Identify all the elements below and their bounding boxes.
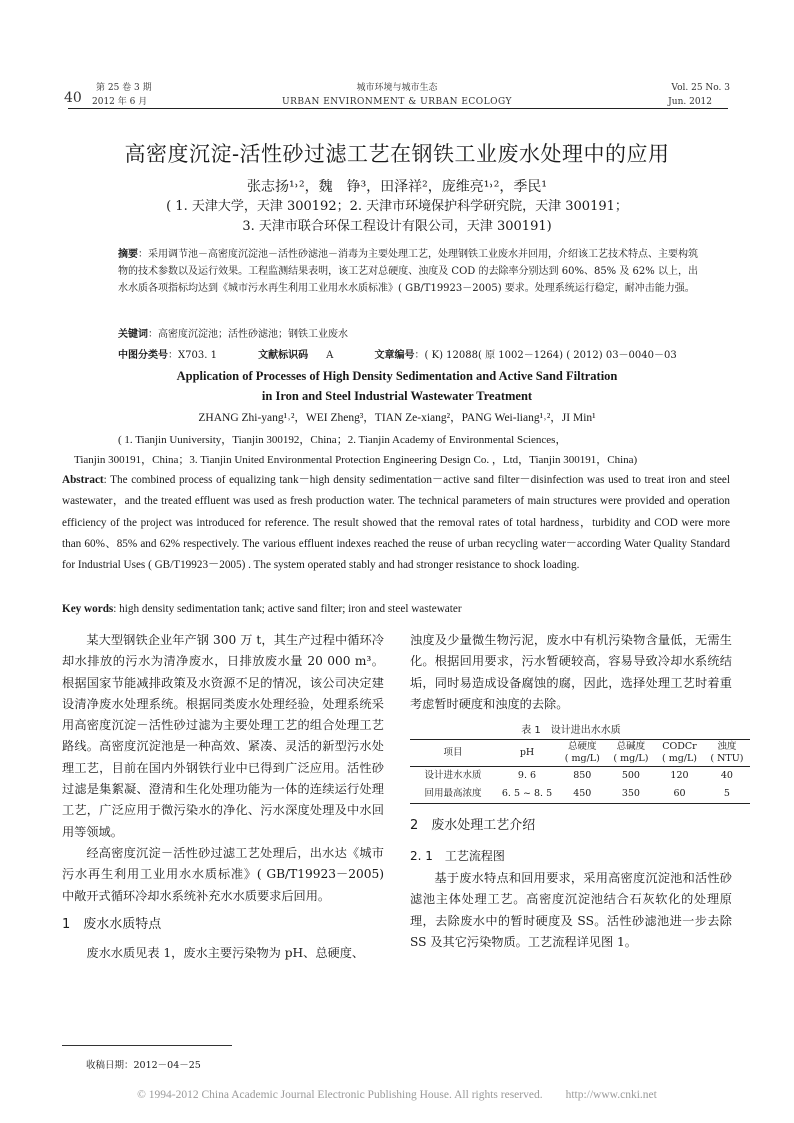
section-1-heading: 1 废水水质特点	[62, 916, 162, 932]
body-paragraph: 浊度及少量微生物污泥，废水中有机污染物含量低，无需生化。根据回用要求，污水暂硬较高，容易导致冷却水系统结垢，同时易造成设备腐蚀的腐，因此，选择处理工艺时着重考虑暂时硬度和浊度的去除。	[410, 633, 732, 711]
section-2-heading: 2 废水处理工艺介绍	[410, 818, 536, 834]
authors-en: ZHANG Zhi-yang¹˒²，WEI Zheng³，TIAN Ze-xiang²，PANG Wei-liang¹˒²，JI Min¹	[198, 412, 596, 424]
table-cell: 450	[558, 785, 607, 804]
vol-en: Vol. 25 No. 3	[671, 83, 730, 93]
abstract-cn-text: ：采用调节池－高密度沉淀池－活性砂滤池－消毒为主要处理工艺，处理钢铁工业废水并回用，介绍该工艺技术特点、主要构筑物的技术参数以及运行效果。工程监测结果表明，该工艺对总硬度、浊度及 COD 的去除率分别达到 60%、85% 及 62% 以上，出水水质各项指标均达到《城市污水再生利用工业用水水质标准》( GB/T19923－2005) 要求。处理系统运行稳定，耐冲击能力强。	[118, 249, 698, 294]
table-header-cell: 浊度 ( NTU)	[704, 740, 750, 767]
table-header-cell: pH	[496, 740, 558, 767]
keywords-cn	[118, 326, 698, 343]
date-cn: 2012 年 6 月	[92, 97, 148, 107]
table-row	[410, 767, 750, 786]
keywords-cn-label: 关键词	[118, 329, 148, 340]
doc-code-label: 文献标识码	[258, 350, 309, 361]
article-no-label: 文章编号	[374, 350, 415, 361]
table-cell: 850	[573, 770, 592, 782]
clc-value: ：X703. 1	[168, 350, 217, 361]
body-paragraph: 经高密度沉淀－活性砂过滤工艺处理后，出水达《城市污水再生利用工业用水水质标准》( GB/T19923－2005) 中敞开式循环冷却水系统补充水水质要求后回用。	[62, 845, 384, 903]
copyright-notice: © 1994-2012 China Academic Journal Electronic Publishing House. All rights reserved. http://www.cnki.net	[137, 1089, 657, 1101]
header-rule	[68, 108, 728, 109]
table-header-cell: 项目	[410, 740, 496, 767]
issue-cn: 第 25 卷 3 期	[96, 83, 152, 93]
table-header-cell: CODCr ( mg/L)	[655, 740, 704, 767]
table-header-cell: 总碱度 ( mg/L)	[607, 740, 656, 767]
page-number: 40	[64, 90, 82, 106]
journal-en: URBAN ENVIRONMENT & URBAN ECOLOGY	[281, 97, 512, 107]
section-2-1-heading: 2. 1 工艺流程图	[410, 849, 505, 864]
footnote-rule	[62, 1045, 232, 1046]
table-cell: 60	[655, 785, 704, 804]
table-cell: 120	[670, 770, 689, 782]
table-row	[410, 785, 750, 804]
table-cell: 5	[704, 785, 750, 804]
affiliation-cn-2: 3. 天津市联合环保工程设计有限公司，天津 300191)	[242, 219, 552, 234]
table-1-caption: 表 1 设计进出水水质	[521, 725, 621, 737]
journal-cn: 城市环境与城市生态	[356, 83, 438, 93]
affiliation-en-1: ( 1. Tianjin Uuniversity，Tianjin 300192，China；2. Tianjin Academy of Environmental Sciences，	[118, 434, 567, 446]
doc-code-value: A	[326, 350, 334, 361]
abstract-en-label: Abstract	[62, 474, 104, 486]
table-cell: 500	[621, 770, 640, 782]
left-column	[62, 630, 384, 964]
table-cell: 40	[720, 770, 733, 782]
keywords-en-label: Key words	[62, 603, 114, 615]
body-paragraph: 废水水质见表 1，废水主要污染物为 pH、总硬度、	[86, 945, 365, 960]
body-paragraph: 某大型钢铁企业年产钢 300 万 t，其生产过程中循环冷却水排放的污水为清净废水，日排放废水量 20 000 m³。根据国家节能减排政策及水资源不足的情况，该公司决定建设清净废水处理系统。根据同类废水处理经验，处理系统采用高密度沉淀－活性砂过滤为主要处理工艺的组合处理工艺路线。高密度沉淀池是一种高效、紧凑、灵活的新型污水处理工艺，目前在国内外钢铁行业中已得到广泛应用。活性砂过滤是集絮凝、澄清和生化处理功能为一体的连续运行处理工艺，广泛应用于微污染水的净化、污水深度处理及中水回用等领域。	[62, 633, 384, 839]
table-cell: 9. 6	[517, 770, 537, 782]
body-paragraph: 基于废水特点和回用要求，采用高密度沉淀池和活性砂滤池主体处理工艺。高密度沉淀池结合石灰软化的处理原理，去除废水中的暂时硬度及 SS。活性砂滤池进一步去除 SS 及其它污染物质。工艺流程详见图 1。	[410, 871, 732, 950]
table-header-row	[410, 740, 750, 767]
affiliation-en-2: Tianjin 300191，China；3. Tianjin United Environmental Protection Engineering Design Co. ，Ltd，Tianjin 300191，China)	[74, 454, 638, 466]
table-cell: 350	[607, 785, 656, 804]
paper-title-en-2: in Iron and Steel Industrial Wastewater Treatment	[261, 389, 533, 403]
abstract-cn	[118, 246, 698, 297]
table-1	[410, 739, 750, 804]
table-cell: 回用最高浓度	[410, 785, 496, 804]
classification-line	[118, 348, 718, 363]
article-no-value: ：( K) 12088( 原 1002－1264) ( 2012) 03－0040－03	[414, 350, 677, 361]
abstract-en	[62, 470, 730, 576]
keywords-en-text: : high density sedimentation tank; active sand filter; iron and steel wastewater	[113, 603, 462, 615]
right-column	[410, 630, 744, 953]
table-header-cell: 总硬度 ( mg/L)	[558, 740, 607, 767]
clc-label: 中图分类号	[118, 350, 168, 361]
received-date: 收稿日期：2012－04－25	[86, 1060, 201, 1071]
abstract-cn-label: 摘要	[118, 249, 138, 260]
date-en: Jun. 2012	[668, 97, 712, 107]
abstract-en-text: : The combined process of equalizing tank－high density sedimentation－active sand filter－disinfection was used to treat iron and steel wastewater，and the treated effluent was used as fresh production water. The technical parameters of main structures were provided and operation efficiency of the project was introduced for reference. The result showed that the removal rates of total hardness，turbidity and COD were more than 60%、85% and 62% respectively. The various effluent indexes reached the reuse of urban recycling water－according Water Quality Standard for Industrial Uses ( GB/T19923－2005) . The system operated stably and had stronger resistance to shock loading.	[62, 474, 730, 572]
table-cell: 6. 5 ~ 8. 5	[496, 785, 558, 804]
paper-title-cn: 高密度沉淀-活性砂过滤工艺在钢铁工业废水处理中的应用	[124, 142, 670, 166]
authors-cn: 张志扬¹˒²，魏 铮³，田泽祥²，庞维亮¹˒²，季民¹	[247, 179, 547, 195]
paper-title-en-1: Application of Processes of High Density Sedimentation and Active Sand Filtration	[176, 369, 618, 383]
keywords-en	[62, 600, 730, 618]
keywords-cn-text: ：高密度沉淀池；活性砂滤池；钢铁工业废水	[148, 329, 348, 340]
affiliation-cn-1: ( 1. 天津大学，天津 300192；2. 天津市环境保护科学研究院，天津 300191；	[166, 199, 628, 214]
table-cell: 设计进水水质	[424, 770, 482, 782]
